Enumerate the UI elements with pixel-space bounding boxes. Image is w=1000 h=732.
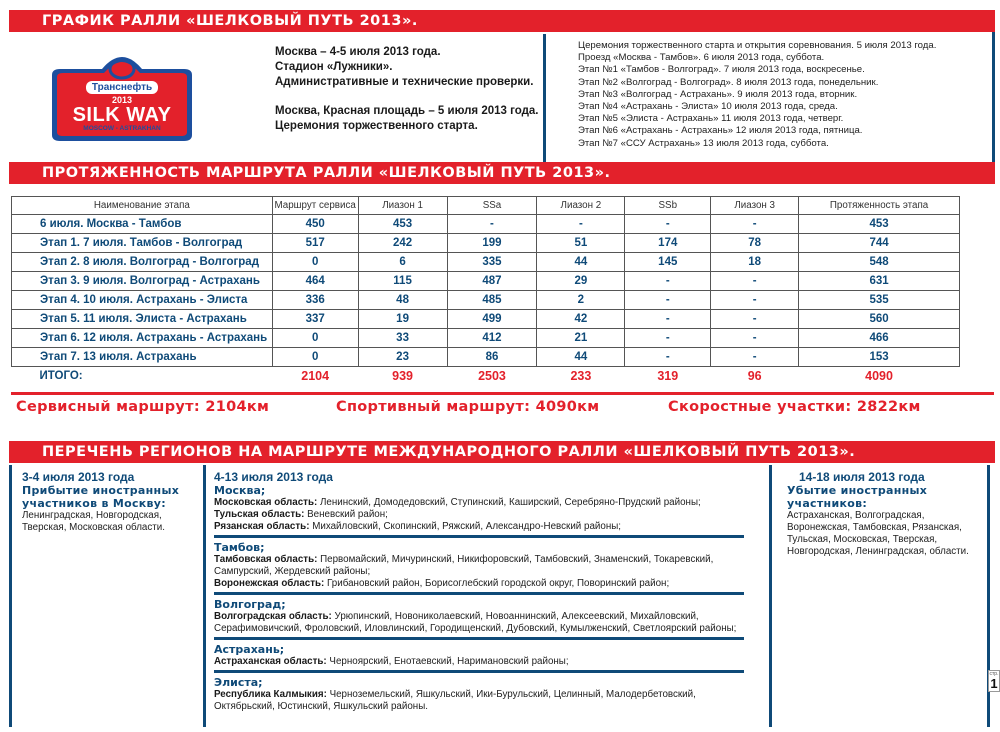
cell: 0: [272, 329, 358, 348]
schedule-item: Этап №1 «Тамбов - Волгоград». 7 июля 2013 года, воскресенье.: [578, 64, 865, 76]
speed-sections-summary: Скоростные участки: 2822км: [668, 399, 921, 415]
total-cell: 96: [747, 369, 762, 384]
cell: 335: [447, 253, 537, 272]
schedule-list: [578, 40, 936, 150]
cell: 0: [272, 253, 358, 272]
region-city: Волгоград;: [214, 598, 286, 611]
logo-route: MOSCOW - ASTRAKHAN: [83, 125, 161, 132]
stage-name: Этап 4. 10 июля. Астрахань - Элиста: [12, 291, 273, 310]
stage-name: Этап 1. 7 июля. Тамбов - Волгоград: [12, 234, 273, 253]
table-row: [12, 329, 960, 348]
logo-name: SILK WAY: [72, 104, 172, 126]
schedule-item: Церемония торжественного старта и открытия соревнования. 5 июля 2013 года.: [578, 40, 937, 51]
cell: -: [711, 215, 799, 234]
divider: [9, 465, 12, 727]
region-line: Воронежская область: Грибановский район, Борисоглебский городской округ, Поворинский район;: [214, 578, 670, 589]
column-header: Лиазон 1: [358, 197, 447, 215]
region-city: Москва;: [214, 484, 266, 497]
region-city: Тамбов;: [214, 541, 265, 554]
cell: 42: [537, 310, 625, 329]
cell: -: [711, 291, 799, 310]
venue-line: Москва, Красная площадь – 5 июля 2013 года.: [275, 105, 539, 117]
cell: 412: [447, 329, 537, 348]
cell: -: [625, 272, 711, 291]
sport-route-summary: Спортивный маршрут: 4090км: [336, 399, 600, 415]
cell: -: [711, 348, 799, 367]
cell: 6: [358, 253, 447, 272]
venue-line: Москва – 4-5 июля 2013 года.: [275, 46, 441, 58]
page-number-badge: [988, 670, 1000, 692]
total-cell: 2503: [478, 369, 506, 384]
logo-brand: Транснефть: [91, 82, 153, 93]
total-label: ИТОГО:: [39, 370, 83, 383]
cell: 21: [537, 329, 625, 348]
schedule-item: Этап №5 «Элиста - Астрахань» 11 июля 2013 года, четверг.: [578, 113, 844, 125]
cell: 2: [537, 291, 625, 310]
cell: 466: [799, 329, 960, 348]
table-row: [12, 291, 960, 310]
column-header: SSb: [625, 197, 711, 215]
divider: [543, 34, 546, 162]
column-header: Маршрут сервиса: [272, 197, 358, 215]
cell: 23: [358, 348, 447, 367]
cell: -: [625, 310, 711, 329]
cell: 499: [447, 310, 537, 329]
cell: 450: [272, 215, 358, 234]
column-header: SSa: [447, 197, 537, 215]
region-group-astrakhan: [214, 643, 744, 673]
venue-line: Церемония торжественного старта.: [275, 120, 478, 132]
cell: 174: [625, 234, 711, 253]
stage-name: Этап 5. 11 июля. Элиста - Астрахань: [12, 310, 273, 329]
cell: 242: [358, 234, 447, 253]
cell: 153: [799, 348, 960, 367]
schedule-item: Этап №3 «Волгоград - Астрахань». 9 июля 2013 года, вторник.: [578, 88, 858, 100]
venue-line: Административные и технические проверки.: [275, 76, 534, 88]
schedule-item: Этап №6 «Астрахань - Астрахань» 12 июля 2013 года, пятница.: [578, 125, 863, 137]
divider: [769, 465, 772, 727]
region-group-moscow: [214, 484, 744, 538]
schedule-item: Этап №4 «Астрахань - Элиста» 10 июля 2013 года, среда.: [578, 101, 838, 113]
schedule-item: Этап №7 «ССУ Астрахань» 13 июля 2013 года, суббота.: [578, 137, 829, 149]
total-cell: 319: [657, 369, 679, 384]
stage-name: Этап 7. 13 июля. Астрахань: [12, 348, 273, 367]
cell: 29: [537, 272, 625, 291]
main-date: 4-13 июля 2013 года: [214, 470, 333, 484]
page-label: стр.: [989, 671, 999, 677]
column-header: Лиазон 3: [711, 197, 799, 215]
cell: 51: [537, 234, 625, 253]
total-cell: 2104: [301, 369, 330, 384]
table-row: [12, 348, 960, 367]
column-header: Наименование этапа: [12, 197, 273, 215]
cell: 44: [537, 348, 625, 367]
venue-line: Стадион «Лужники».: [275, 61, 393, 73]
total-cell: 4090: [865, 369, 893, 384]
region-group-elista: [214, 676, 744, 715]
cell: 18: [711, 253, 799, 272]
cell: -: [537, 215, 625, 234]
arrival-date: 3-4 июля 2013 года: [22, 470, 135, 484]
route-length-table: [11, 196, 960, 386]
cell: 517: [272, 234, 358, 253]
cell: 560: [799, 310, 960, 329]
region-line: Астраханская область: Черноярский, Енотаевский, Наримановский районы;: [214, 656, 569, 667]
divider: [992, 32, 995, 162]
arrival-text: Ленинградская, Новгородская, Тверская, Московская области.: [22, 510, 165, 533]
total-cell: 939: [392, 369, 413, 384]
divider: [11, 392, 994, 395]
cell: 337: [272, 310, 358, 329]
departure-date: 14-18 июля 2013 года: [799, 470, 925, 484]
region-line: Тамбовская область: Первомайский, Мичуринский, Никифоровский, Тамбовский, Знаменский, Токаревский, Сампурский, Жердевский районы;: [214, 554, 714, 577]
cell: 0: [272, 348, 358, 367]
schedule-item: Этап №2 «Волгоград - Волгоград». 8 июля 2013 года, понедельник.: [578, 76, 879, 88]
silk-way-logo: [48, 53, 196, 143]
divider: [203, 465, 206, 727]
cell: 464: [272, 272, 358, 291]
departure-heading: Убытие иностранных участников:: [787, 484, 928, 510]
column-header: Лиазон 2: [537, 197, 625, 215]
table-row: [12, 272, 960, 291]
cell: 336: [272, 291, 358, 310]
cell: -: [625, 291, 711, 310]
cell: -: [625, 215, 711, 234]
departure-text: Астраханская, Волгоградская, Воронежская, Тамбовская, Рязанская, Тульская, Московская, Тверская, Новгородская, Ленинградская, области.: [787, 510, 969, 557]
stage-name: 6 июля. Москва - Тамбов: [12, 215, 273, 234]
stage-name: Этап 3. 9 июля. Волгоград - Астрахань: [12, 272, 273, 291]
total-cell: 233: [570, 369, 592, 384]
column-header: Протяженность этапа: [799, 197, 960, 215]
table-header-row: [12, 197, 960, 215]
regions-section-title: ПЕРЕЧЕНЬ РЕГИОНОВ НА МАРШРУТЕ МЕЖДУНАРОДНОГО РАЛЛИ «ШЕЛКОВЫЙ ПУТЬ 2013».: [9, 441, 995, 463]
cell: -: [625, 329, 711, 348]
region-line: Республика Калмыкия: Черноземельский, Яшкульский, Ики-Бурульский, Целинный, Малодербетовский, Октябрьский, Юстинский, Яшкульский районы.: [214, 689, 696, 712]
service-route-summary: Сервисный маршрут: 2104км: [16, 399, 270, 415]
cell: 744: [799, 234, 960, 253]
departure-column: [787, 470, 977, 558]
cell: 631: [799, 272, 960, 291]
logo-year: 2013: [111, 95, 133, 105]
region-line: Тульская область: Веневский район;: [214, 509, 388, 520]
cell: -: [447, 215, 537, 234]
stage-name: Этап 2. 8 июля. Волгоград - Волгоград: [12, 253, 273, 272]
region-group-tambov: [214, 541, 744, 595]
page-number: 1: [990, 676, 998, 691]
cell: 453: [799, 215, 960, 234]
arrival-column: [22, 470, 192, 534]
schedule-item: Проезд «Москва - Тамбов». 6 июля 2013 года, суббота.: [578, 52, 825, 64]
table-row: [12, 234, 960, 253]
cell: 44: [537, 253, 625, 272]
cell: 199: [447, 234, 537, 253]
cell: 548: [799, 253, 960, 272]
stage-name: Этап 6. 12 июля. Астрахань - Астрахань: [12, 329, 273, 348]
route-section-title: ПРОТЯЖЕННОСТЬ МАРШРУТА РАЛЛИ «ШЕЛКОВЫЙ ПУТЬ 2013».: [9, 162, 995, 184]
cell: 48: [358, 291, 447, 310]
table-row: [12, 253, 960, 272]
cell: -: [625, 348, 711, 367]
table-row: [12, 310, 960, 329]
venue-info: [275, 45, 539, 134]
total-row: [12, 367, 960, 386]
cell: 78: [711, 234, 799, 253]
cell: 487: [447, 272, 537, 291]
region-line: Московская область: Ленинский, Домодедовский, Ступинский, Каширский, Серебряно-Прудский районы;: [214, 497, 701, 508]
cell: 33: [358, 329, 447, 348]
cell: -: [711, 272, 799, 291]
region-line: Волгоградская область: Урюпинский, Новониколаевский, Новоаннинский, Алексеевский, Михайловский, Серафимовичский, Фроловский, Иловлинский, Городищенский, Дубовский, Кумылженский, Светлоярский районы;: [214, 611, 737, 634]
cell: 145: [625, 253, 711, 272]
main-regions-column: [214, 470, 744, 718]
arrival-heading: Прибытие иностранных участников в Москву:: [22, 484, 180, 510]
cell: -: [711, 329, 799, 348]
region-group-volgograd: [214, 598, 744, 640]
cell: 485: [447, 291, 537, 310]
cell: 453: [358, 215, 447, 234]
region-line: Рязанская область: Михайловский, Скопинский, Ряжский, Александро-Невский районы;: [214, 521, 621, 532]
cell: 115: [358, 272, 447, 291]
table-row: [12, 215, 960, 234]
cell: 86: [447, 348, 537, 367]
cell: 19: [358, 310, 447, 329]
schedule-section-title: ГРАФИК РАЛЛИ «ШЕЛКОВЫЙ ПУТЬ 2013».: [9, 10, 995, 32]
region-city: Астрахань;: [214, 643, 285, 656]
cell: -: [711, 310, 799, 329]
cell: 535: [799, 291, 960, 310]
region-city: Элиста;: [214, 676, 263, 689]
